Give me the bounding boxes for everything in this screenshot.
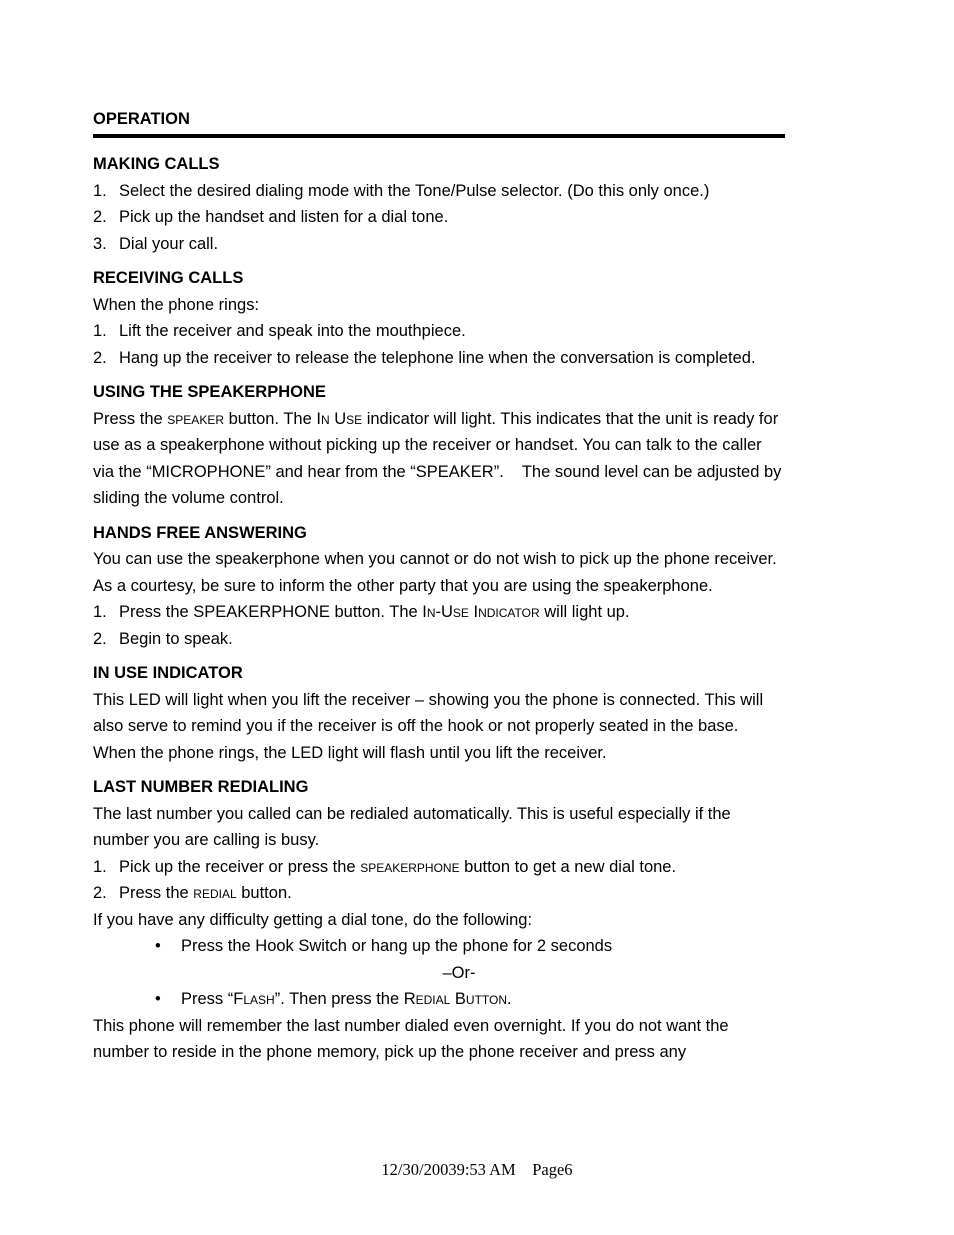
in-use-paragraph-1: This LED will light when you lift the receiver – showing you the phone is connected. This will also serve to remind you if the receiver is off the hook or not properly seated in the base. xyxy=(93,690,764,735)
receiving-intro: When the phone rings: xyxy=(93,295,260,314)
redial-intro: The last number you called can be redialed automatically. This is useful especially if the number you are calling is busy. xyxy=(93,804,731,849)
heading-last-number-redialing: LAST NUMBER REDIALING xyxy=(93,778,309,796)
heading-in-use-indicator: IN USE INDICATOR xyxy=(93,664,243,682)
list-item: 2. Press the redial button. xyxy=(93,884,292,902)
list-item: 1. Lift the receiver and speak into the mouthpiece. xyxy=(93,322,466,340)
redial-difficulty: If you have any difficulty getting a dial tone, do the following: xyxy=(93,910,533,929)
speakerphone-paragraph: Press the speaker button. The In Use indicator will light. This indicates that the unit is ready for use as a speakerphone without picking up the receiver or handset. You can talk to the caller via the “MICROPHONE” and hear from the “SPEAKER”. The sound level can be adjusted by sliding the volume control. xyxy=(93,409,787,507)
list-item: 1. Press the SPEAKERPHONE button. The In-Use Indicator will light up. xyxy=(93,603,630,621)
or-separator: –Or- xyxy=(442,963,476,982)
list-item: 2. Hang up the receiver to release the telephone line when the conversation is completed. xyxy=(93,348,756,367)
list-item: 2. Begin to speak. xyxy=(93,629,233,648)
list-item: 1. Pick up the receiver or press the speakerphone button to get a new dial tone. xyxy=(93,857,677,876)
footer-datetime: 12/30/20039:53 AM xyxy=(381,1160,516,1179)
heading-receiving-calls: RECEIVING CALLS xyxy=(93,269,244,287)
heading-making-calls: MAKING CALLS xyxy=(93,155,220,173)
in-use-paragraph-2: When the phone rings, the LED light will flash until you lift the receiver. xyxy=(93,743,607,762)
redial-closing: This phone will remember the last number dialed even overnight. If you do not want the number to reside in the phone memory, pick up the phone receiver and press any xyxy=(93,1016,729,1061)
bullet-icon: • xyxy=(155,990,161,1008)
list-item: 1. Select the desired dialing mode with the Tone/Pulse selector. (Do this only once.) xyxy=(93,181,710,200)
bullet-icon: • xyxy=(155,937,161,955)
footer-page-number: Page6 xyxy=(532,1160,573,1179)
title-rule xyxy=(93,134,785,138)
section-title-operation: OPERATION xyxy=(93,110,190,128)
list-item: 3. Dial your call. xyxy=(93,234,219,253)
list-item: 2. Pick up the handset and listen for a dial tone. xyxy=(93,208,449,226)
bullet-item: • Press the Hook Switch or hang up the phone for 2 seconds xyxy=(93,933,785,960)
document-page xyxy=(93,108,785,1066)
heading-hands-free: HANDS FREE ANSWERING xyxy=(93,523,307,542)
heading-speakerphone: USING THE SPEAKERPHONE xyxy=(93,383,326,401)
page-footer xyxy=(0,1160,954,1180)
bullet-item: • Press “Flash”. Then press the Redial Button. xyxy=(93,986,785,1013)
hands-free-intro: You can use the speakerphone when you cannot or do not wish to pick up the phone receiver. As a courtesy, be sure to inform the other party that you are using the speakerphone. xyxy=(93,550,777,595)
